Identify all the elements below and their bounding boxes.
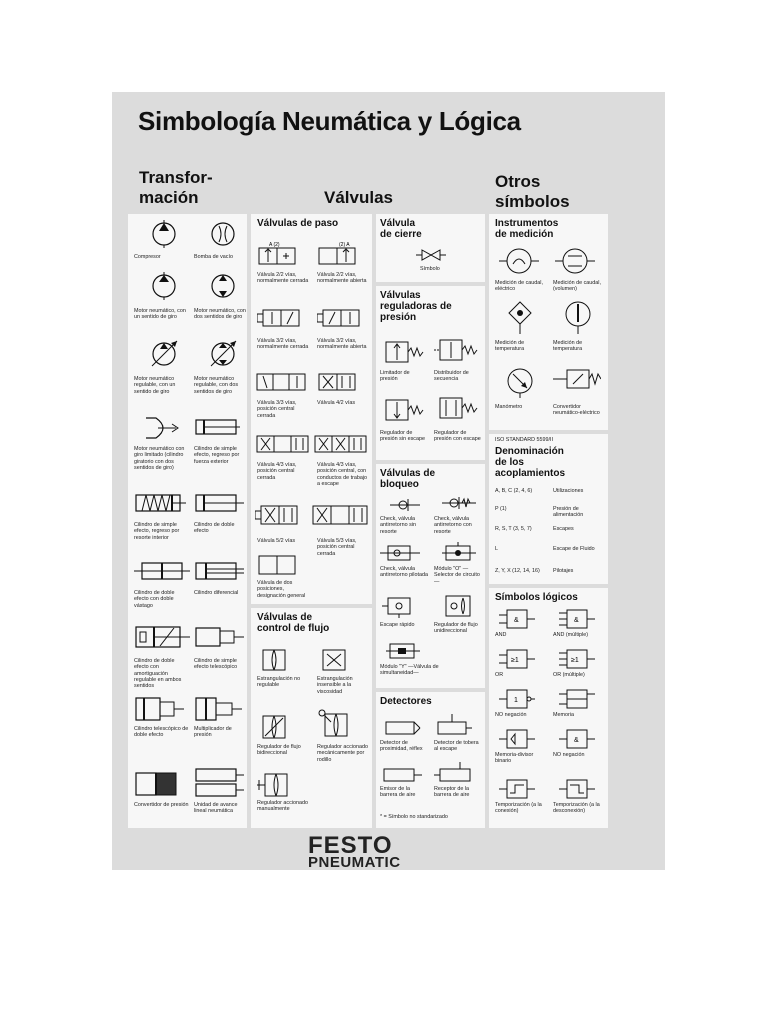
and-multiple-gate-symbol [559, 608, 595, 630]
section-title: Válvulas reguladoras de presión [380, 290, 452, 323]
caption: Unidad de avance lineal neumática [194, 802, 238, 815]
port-code: Z, Y, X (12, 14, 16) [495, 568, 540, 574]
memory-gate-symbol [559, 688, 595, 710]
instrumentos-panel [489, 214, 608, 430]
caption: Regulador de presión sin escape [380, 430, 425, 443]
timer-off-delay-symbol [559, 778, 595, 800]
quick-exhaust-symbol [382, 594, 418, 618]
flowmeter-electric-symbol [499, 246, 539, 276]
or-gate-symbol [499, 648, 535, 670]
svg-text:&: & [574, 617, 579, 624]
caption: Cilindro de doble efecto con doble vástago [134, 590, 175, 609]
caption: Válvula 4/2 vías [317, 400, 356, 406]
port-code: R, S, T (3, 5, 7) [495, 526, 532, 532]
caption: Cilindro telescópico de doble efecto [134, 726, 189, 739]
check-valve-spring-symbol [442, 494, 476, 512]
sequence-valve-symbol [434, 334, 478, 366]
section-title: Detectores [380, 696, 432, 707]
caption: Regulador de flujo unidireccional [434, 622, 478, 635]
caption: Cilindro diferencial [194, 590, 239, 596]
proximity-detector-symbol [382, 718, 422, 738]
caption: Válvula 2/2 vías, normalmente cerrada [257, 272, 309, 285]
footnote: * = Símbolo no standarizado [380, 814, 448, 820]
pneumatic-electric-converter-symbol [553, 364, 601, 394]
pressure-limiter-symbol [380, 338, 424, 366]
timer-on-delay-symbol [499, 778, 535, 800]
caption: Detector de tobera al escape [434, 740, 479, 753]
acoplamientos-panel [489, 434, 608, 584]
logicos-panel [489, 588, 608, 828]
caption: Módulo "O" —Selector de circuito— [434, 566, 480, 585]
svg-text:(2) A: (2) A [339, 242, 350, 248]
check-valve-symbol [390, 498, 420, 512]
telescopic-double-cylinder-symbol [134, 696, 184, 722]
caption: Motor neumático regulable, con un sentido de giro [134, 376, 176, 395]
port-label: Escapes [553, 526, 574, 532]
air-barrier-receiver-symbol [434, 762, 474, 784]
cierre-panel [376, 214, 485, 282]
caption: Memoria [553, 712, 574, 718]
differential-cylinder-symbol [194, 560, 244, 582]
shutoff-valve-symbol [416, 248, 446, 262]
port-label: Escape de Fluido [553, 546, 595, 552]
caption: Temporización (a la desconexión) [553, 802, 600, 815]
caption: Válvula 3/2 vías, normalmente abierta [317, 338, 367, 351]
caption: Escape rápido [380, 622, 415, 628]
caption: Manómetro [495, 404, 523, 410]
caption: Emisor de la barrera de aire [380, 786, 416, 799]
single-acting-cylinder-spring-symbol [134, 492, 186, 514]
caption: Válvula 5/3 vías, posición central cerrada [317, 538, 357, 557]
pneumatic-motor-symbol [150, 272, 180, 300]
caption: Regulador de presión con escape [434, 430, 481, 443]
caption: Distribuidor de secuencia [434, 370, 469, 383]
valve-5-3-symbol [311, 502, 371, 530]
transformacion-panel [128, 214, 247, 828]
caption: Limitador de presión [380, 370, 410, 383]
vacuum-pump-symbol [209, 220, 239, 248]
iso-standard-label: ISO STANDARD 5599/II [495, 437, 554, 443]
valve-2-2-nc-symbol [257, 240, 301, 268]
section-title: Válvulas de paso [257, 218, 339, 229]
caption: Compresor [134, 254, 161, 260]
column-header-valvulas: Válvulas [324, 188, 393, 207]
port-label: Utilizaciones [553, 488, 584, 494]
reguladoras-panel [376, 286, 485, 460]
bloqueo-panel [376, 464, 485, 688]
air-barrier-emitter-symbol [382, 766, 422, 784]
detectores-panel [376, 692, 485, 828]
caption: Estrangulación insensible a la viscosidad [317, 676, 353, 695]
two-position-valve-symbol [257, 554, 301, 576]
caption: Símbolo [420, 266, 440, 272]
svg-text:&: & [514, 617, 519, 624]
and-module-symbol [386, 640, 420, 662]
pressure-gauge-symbol [505, 366, 535, 398]
not-gate-alt-symbol [559, 728, 595, 750]
caption: Motor neumático, con un sentido de giro [134, 308, 186, 321]
adjustable-motor-symbol [148, 338, 182, 370]
valve-3-2-no-symbol [317, 304, 365, 332]
bidirectional-flow-regulator-symbol [261, 714, 291, 740]
port-code: A, B, C (2, 4, 6) [495, 488, 533, 494]
svg-text:≥1: ≥1 [511, 657, 519, 664]
svg-text:&: & [574, 737, 579, 744]
caption: Cilindro de simple efecto, regreso por resorte interior [134, 522, 180, 541]
temperature-gauge-circle-symbol [563, 300, 593, 334]
caption: Cilindro de doble efecto [194, 522, 235, 535]
section-title: Válvulas de control de flujo [257, 612, 330, 634]
double-acting-cylinder-symbol [194, 492, 244, 514]
caption: Medición de caudal, (volumen) [553, 280, 601, 293]
caption: Cilindro de simple efecto, regreso por fuerza exterior [194, 446, 240, 465]
svg-text:1: 1 [514, 697, 518, 704]
caption: Check, válvula antirretorno con resorte [434, 516, 472, 535]
caption: Válvula 2/2 vías, normalmente abierta [317, 272, 367, 285]
pressure-converter-symbol [134, 770, 184, 798]
page-title: Simbología Neumática y Lógica [138, 106, 521, 136]
caption: Válvula 4/3 vías, posición central, con conductos de trabajo a escape [317, 462, 368, 487]
caption: Cilindro de simple efecto telescópico [194, 658, 238, 671]
or-module-symbol [442, 542, 476, 564]
linear-feed-unit-symbol [194, 766, 244, 800]
double-rod-cylinder-symbol [134, 560, 190, 582]
valve-5-2-symbol [255, 502, 305, 530]
port-label: Presión de alimentación [553, 506, 584, 519]
and-gate-symbol [499, 608, 535, 630]
caption: OR [495, 672, 504, 678]
caption: Check, válvula antirretorno sin resorte [380, 516, 416, 535]
caption: Receptor de la barrera de aire [434, 786, 470, 799]
caption: Válvula 4/3 vías, posición central cerrada [257, 462, 297, 481]
caption: Válvula 5/2 vías [257, 538, 296, 544]
caption: Válvula 3/2 vías, normalmente cerrada [257, 338, 309, 351]
flowmeter-volume-symbol [555, 246, 595, 276]
valvulas-de-paso-panel [251, 214, 372, 604]
binary-divider-symbol [499, 728, 535, 750]
caption: Regulador de flujo bidireccional [257, 744, 301, 757]
temperature-gauge-diamond-symbol [507, 300, 533, 334]
pneumatic-logo-text: PNEUMATIC [308, 854, 401, 871]
caption: Convertidor neumático-eléctrico [553, 404, 600, 417]
caption: Cilindro de doble efecto con amortiguación regulable en ambos sentidos [134, 658, 182, 690]
caption: Medición de caudal, eléctrico [495, 280, 543, 293]
column-header-otros: Otros símbolos [495, 172, 570, 211]
adjustable-motor-bidirectional-symbol [207, 338, 241, 370]
viscosity-insensitive-throttle-symbol [321, 648, 351, 672]
manual-regulator-symbol [257, 772, 293, 798]
column-header-transformacion: Transfor- mación [139, 168, 213, 207]
caption: OR (múltiple) [553, 672, 585, 678]
one-way-flow-regulator-symbol [442, 594, 476, 618]
single-acting-cylinder-external-symbol [194, 416, 242, 438]
caption: Válvula de dos posiciones, designación general [257, 580, 306, 599]
caption: Convertidor de presión [134, 802, 189, 808]
pneumatic-motor-bidirectional-symbol [209, 272, 239, 300]
caption: Check, válvula antirretorno pilotada [380, 566, 428, 579]
caption: AND [495, 632, 507, 638]
section-title: Instrumentos de medición [495, 218, 559, 240]
svg-text:A (2): A (2) [269, 242, 280, 248]
control-flujo-panel [251, 608, 372, 828]
section-title: Válvulas de bloqueo [380, 468, 436, 490]
caption: Motor neumático, con dos sentidos de giro [194, 308, 246, 321]
valve-4-3-closed-symbol [255, 432, 313, 458]
caption: Memoria-divisor binario [495, 752, 534, 765]
port-code: L [495, 546, 498, 552]
fixed-throttle-symbol [261, 648, 291, 672]
rotary-actuator-symbol [142, 414, 182, 442]
caption: Detector de proximidad, réflex [380, 740, 423, 753]
section-title: Símbolos lógicos [495, 592, 578, 603]
piloted-check-valve-symbol [380, 544, 420, 562]
symbol-chart-sheet [112, 92, 665, 870]
caption: Válvula 3/3 vías, posición central cerrada [257, 400, 297, 419]
caption: Bomba de vacío [194, 254, 233, 260]
roller-operated-regulator-symbol [317, 708, 353, 740]
regulator-with-exhaust-symbol [434, 392, 478, 424]
caption: Regulador accionado mecánicamente por rodillo [317, 744, 368, 763]
telescopic-single-cylinder-symbol [194, 626, 244, 648]
pressure-intensifier-symbol [194, 694, 244, 724]
cushioned-cylinder-symbol [134, 624, 190, 650]
caption: Motor neumático con giro limitado (cilindro giratorio con dos sentidos de giro) [134, 446, 185, 471]
caption: AND (múltiple) [553, 632, 589, 638]
caption: Medición de temperatura [495, 340, 525, 353]
valve-4-2-symbol [317, 370, 361, 396]
port-label: Pilotajes [553, 568, 574, 574]
caption: Módulo "Y" —Válvula de simultaneidad— [380, 664, 439, 677]
caption: NO negación [495, 712, 527, 718]
svg-text:≥1: ≥1 [571, 657, 579, 664]
valve-4-3-exhaust-symbol [313, 432, 371, 458]
valve-3-2-nc-symbol [257, 304, 305, 332]
caption: Temporización (a la conexión) [495, 802, 542, 815]
nozzle-detector-symbol [434, 714, 474, 738]
port-code: P (1) [495, 506, 507, 512]
caption: Medición de temperatura [553, 340, 583, 353]
caption: Multiplicador de presión [194, 726, 232, 739]
section-title: Válvula de cierre [380, 218, 422, 240]
or-multiple-gate-symbol [559, 648, 595, 670]
not-gate-symbol [499, 688, 535, 710]
caption: Motor neumático regulable, con dos sentidos de giro [194, 376, 239, 395]
caption: Regulador accionado manualmente [257, 800, 308, 813]
section-title: Denominación de los acoplamientos [495, 446, 566, 479]
valve-3-3-symbol [255, 370, 311, 396]
regulator-no-exhaust-symbol [380, 396, 424, 424]
caption: Estrangulación no regulable [257, 676, 301, 689]
festo-logo-text: FESTO [308, 832, 393, 859]
valve-2-2-no-symbol [317, 240, 361, 268]
compressor-symbol [150, 220, 180, 248]
caption: NO negación [553, 752, 585, 758]
